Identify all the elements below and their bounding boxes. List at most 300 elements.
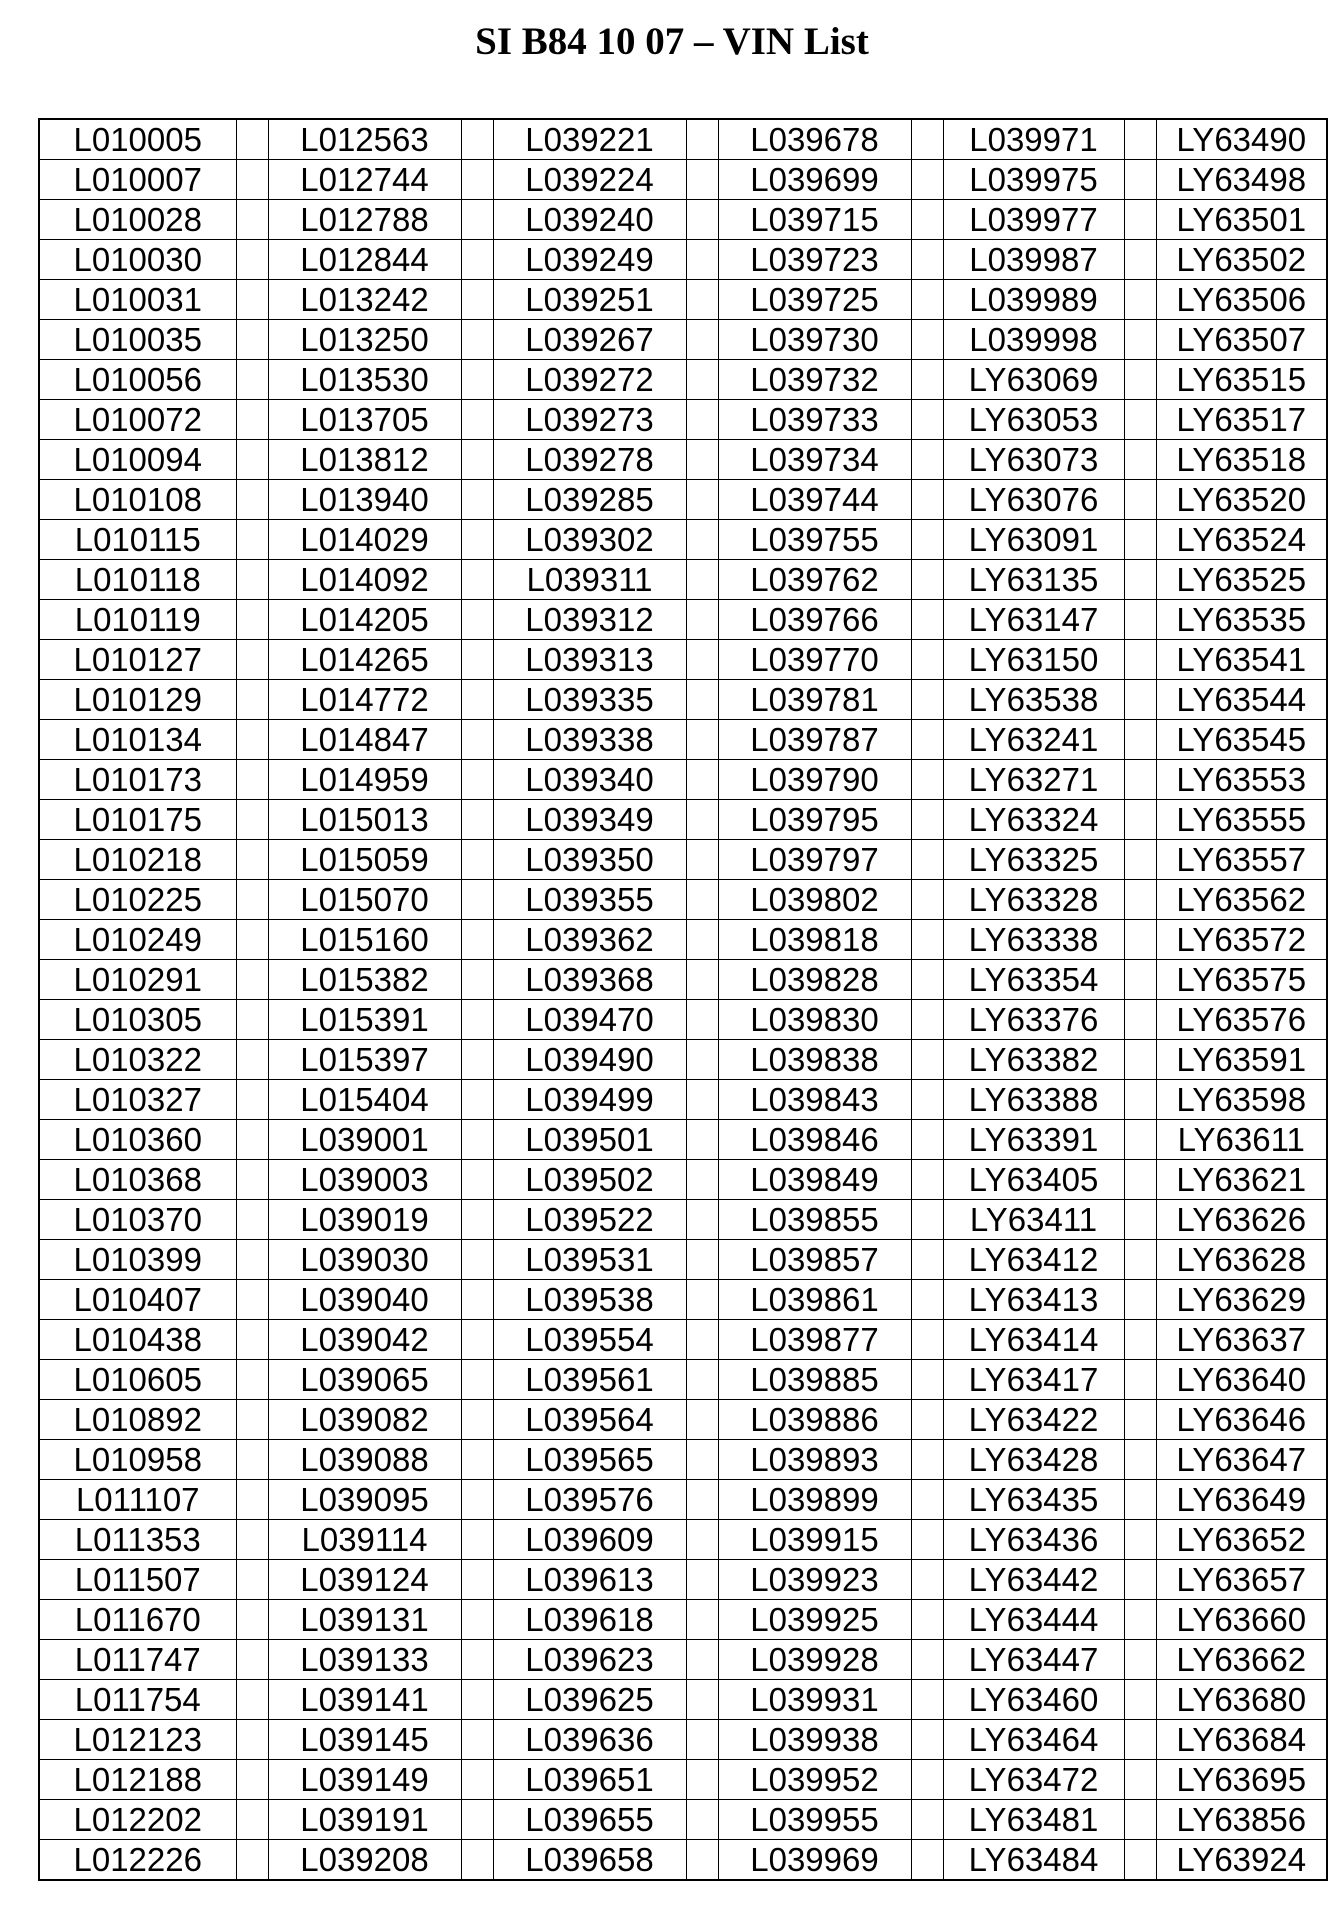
column-divider xyxy=(686,1400,718,1440)
vin-cell: LY63924 xyxy=(1156,1840,1327,1881)
vin-cell: L039971 xyxy=(943,119,1124,160)
column-divider xyxy=(1124,1760,1156,1800)
table-row xyxy=(39,1480,1327,1520)
vin-cell: LY63680 xyxy=(1156,1680,1327,1720)
table-row xyxy=(39,1600,1327,1640)
vin-cell: L039857 xyxy=(718,1240,911,1280)
column-divider xyxy=(461,1640,493,1680)
vin-cell: L010225 xyxy=(39,880,236,920)
column-divider xyxy=(911,200,943,240)
vin-cell: L039723 xyxy=(718,240,911,280)
column-divider xyxy=(686,1600,718,1640)
column-divider xyxy=(1124,640,1156,680)
vin-cell: L010072 xyxy=(39,400,236,440)
table-row xyxy=(39,760,1327,800)
column-divider xyxy=(461,760,493,800)
vin-cell: L039843 xyxy=(718,1080,911,1120)
vin-cell: LY63684 xyxy=(1156,1720,1327,1760)
vin-cell: LY63562 xyxy=(1156,880,1327,920)
vin-cell: L014847 xyxy=(268,720,461,760)
vin-cell: LY63591 xyxy=(1156,1040,1327,1080)
column-divider xyxy=(1124,840,1156,880)
column-divider xyxy=(1124,1560,1156,1600)
column-divider xyxy=(1124,1680,1156,1720)
column-divider xyxy=(686,1520,718,1560)
column-divider xyxy=(461,440,493,480)
table-row xyxy=(39,520,1327,560)
vin-cell: LY63436 xyxy=(943,1520,1124,1560)
vin-cell: LY63637 xyxy=(1156,1320,1327,1360)
column-divider xyxy=(911,680,943,720)
vin-cell: LY63652 xyxy=(1156,1520,1327,1560)
column-divider xyxy=(1124,1640,1156,1680)
column-divider xyxy=(686,1200,718,1240)
column-divider xyxy=(236,360,268,400)
column-divider xyxy=(1124,1120,1156,1160)
vin-cell: L039278 xyxy=(493,440,686,480)
column-divider xyxy=(686,200,718,240)
column-divider xyxy=(236,520,268,560)
column-divider xyxy=(686,1720,718,1760)
column-divider xyxy=(461,1200,493,1240)
column-divider xyxy=(686,119,718,160)
vin-cell: L039065 xyxy=(268,1360,461,1400)
vin-cell: L039088 xyxy=(268,1440,461,1480)
vin-cell: LY63414 xyxy=(943,1320,1124,1360)
vin-cell: L010007 xyxy=(39,160,236,200)
vin-cell: L010399 xyxy=(39,1240,236,1280)
vin-cell: L013812 xyxy=(268,440,461,480)
vin-cell: L039818 xyxy=(718,920,911,960)
table-row xyxy=(39,840,1327,880)
column-divider xyxy=(236,480,268,520)
column-divider xyxy=(461,1040,493,1080)
vin-cell: LY63464 xyxy=(943,1720,1124,1760)
vin-cell: L039042 xyxy=(268,1320,461,1360)
column-divider xyxy=(236,1480,268,1520)
column-divider xyxy=(686,720,718,760)
column-divider xyxy=(1124,1160,1156,1200)
column-divider xyxy=(1124,360,1156,400)
vin-cell: LY63338 xyxy=(943,920,1124,960)
column-divider xyxy=(686,320,718,360)
column-divider xyxy=(236,240,268,280)
vin-cell: L039490 xyxy=(493,1040,686,1080)
vin-cell: LY63535 xyxy=(1156,600,1327,640)
vin-cell: L039931 xyxy=(718,1680,911,1720)
column-divider xyxy=(461,1600,493,1640)
column-divider xyxy=(461,1160,493,1200)
vin-cell: L010028 xyxy=(39,200,236,240)
column-divider xyxy=(911,560,943,600)
vin-cell: L010370 xyxy=(39,1200,236,1240)
vin-cell: LY63657 xyxy=(1156,1560,1327,1600)
table-row xyxy=(39,1000,1327,1040)
vin-cell: LY63376 xyxy=(943,1000,1124,1040)
vin-cell: LY63053 xyxy=(943,400,1124,440)
vin-cell: L039899 xyxy=(718,1480,911,1520)
column-divider xyxy=(236,1000,268,1040)
column-divider xyxy=(686,1480,718,1520)
column-divider xyxy=(236,1640,268,1680)
vin-cell: L010360 xyxy=(39,1120,236,1160)
column-divider xyxy=(1124,600,1156,640)
vin-cell: L010958 xyxy=(39,1440,236,1480)
column-divider xyxy=(461,1120,493,1160)
vin-cell: LY63502 xyxy=(1156,240,1327,280)
column-divider xyxy=(236,840,268,880)
column-divider xyxy=(1124,1400,1156,1440)
column-divider xyxy=(1124,480,1156,520)
vin-cell: LY63422 xyxy=(943,1400,1124,1440)
vin-cell: LY63646 xyxy=(1156,1400,1327,1440)
vin-cell: L039678 xyxy=(718,119,911,160)
vin-cell: L039221 xyxy=(493,119,686,160)
vin-cell: L012563 xyxy=(268,119,461,160)
column-divider xyxy=(911,1720,943,1760)
table-row xyxy=(39,1760,1327,1800)
column-divider xyxy=(686,800,718,840)
table-row xyxy=(39,680,1327,720)
table-row xyxy=(39,1120,1327,1160)
vin-cell: L039770 xyxy=(718,640,911,680)
vin-cell: LY63412 xyxy=(943,1240,1124,1280)
vin-cell: L011507 xyxy=(39,1560,236,1600)
vin-cell: L010108 xyxy=(39,480,236,520)
vin-cell: L010056 xyxy=(39,360,236,400)
vin-cell: LY63417 xyxy=(943,1360,1124,1400)
column-divider xyxy=(1124,1240,1156,1280)
vin-cell: L039350 xyxy=(493,840,686,880)
column-divider xyxy=(686,1280,718,1320)
column-divider xyxy=(911,440,943,480)
column-divider xyxy=(461,480,493,520)
column-divider xyxy=(911,920,943,960)
vin-cell: LY63435 xyxy=(943,1480,1124,1520)
vin-cell: L039730 xyxy=(718,320,911,360)
column-divider xyxy=(911,1040,943,1080)
vin-cell: L011670 xyxy=(39,1600,236,1640)
column-divider xyxy=(236,960,268,1000)
column-divider xyxy=(1124,400,1156,440)
column-divider xyxy=(1124,720,1156,760)
table-row xyxy=(39,1200,1327,1240)
column-divider xyxy=(1124,680,1156,720)
vin-cell: LY63662 xyxy=(1156,1640,1327,1680)
vin-cell: LY63498 xyxy=(1156,160,1327,200)
column-divider xyxy=(1124,1440,1156,1480)
vin-cell: LY63076 xyxy=(943,480,1124,520)
column-divider xyxy=(911,1520,943,1560)
column-divider xyxy=(686,760,718,800)
vin-cell: LY63388 xyxy=(943,1080,1124,1120)
vin-cell: L039149 xyxy=(268,1760,461,1800)
column-divider xyxy=(1124,560,1156,600)
column-divider xyxy=(236,640,268,680)
column-divider xyxy=(911,1640,943,1680)
vin-cell: L039928 xyxy=(718,1640,911,1680)
vin-cell: L010305 xyxy=(39,1000,236,1040)
vin-cell: L039699 xyxy=(718,160,911,200)
vin-cell: LY63506 xyxy=(1156,280,1327,320)
vin-cell: LY63382 xyxy=(943,1040,1124,1080)
vin-cell: LY63501 xyxy=(1156,200,1327,240)
table-row xyxy=(39,1520,1327,1560)
vin-cell: LY63541 xyxy=(1156,640,1327,680)
vin-cell: L039625 xyxy=(493,1680,686,1720)
column-divider xyxy=(461,1720,493,1760)
vin-cell: L039311 xyxy=(493,560,686,600)
column-divider xyxy=(461,1800,493,1840)
vin-cell: L039732 xyxy=(718,360,911,400)
table-row xyxy=(39,160,1327,200)
vin-cell: LY63524 xyxy=(1156,520,1327,560)
vin-cell: L039925 xyxy=(718,1600,911,1640)
column-divider xyxy=(686,160,718,200)
vin-cell: L010249 xyxy=(39,920,236,960)
table-row xyxy=(39,600,1327,640)
column-divider xyxy=(461,600,493,640)
column-divider xyxy=(911,1160,943,1200)
column-divider xyxy=(461,360,493,400)
column-divider xyxy=(461,200,493,240)
vin-cell: L039564 xyxy=(493,1400,686,1440)
vin-cell: LY63241 xyxy=(943,720,1124,760)
vin-cell: L010031 xyxy=(39,280,236,320)
column-divider xyxy=(911,360,943,400)
table-row xyxy=(39,200,1327,240)
vin-cell: L039849 xyxy=(718,1160,911,1200)
column-divider xyxy=(236,1040,268,1080)
vin-cell: L010438 xyxy=(39,1320,236,1360)
column-divider xyxy=(911,280,943,320)
vin-cell: L039989 xyxy=(943,280,1124,320)
vin-cell: LY63626 xyxy=(1156,1200,1327,1240)
column-divider xyxy=(461,1280,493,1320)
vin-cell: L039272 xyxy=(493,360,686,400)
column-divider xyxy=(461,1080,493,1120)
vin-cell: L039623 xyxy=(493,1640,686,1680)
column-divider xyxy=(686,400,718,440)
column-divider xyxy=(686,440,718,480)
vin-cell: LY63515 xyxy=(1156,360,1327,400)
vin-cell: LY63660 xyxy=(1156,1600,1327,1640)
column-divider xyxy=(236,1600,268,1640)
vin-cell: L039998 xyxy=(943,320,1124,360)
column-divider xyxy=(1124,1720,1156,1760)
vin-cell: L039938 xyxy=(718,1720,911,1760)
vin-cell: L039208 xyxy=(268,1840,461,1881)
vin-cell: L039141 xyxy=(268,1680,461,1720)
column-divider xyxy=(1124,119,1156,160)
column-divider xyxy=(236,920,268,960)
table-row xyxy=(39,1080,1327,1120)
table-row xyxy=(39,1800,1327,1840)
vin-cell: L010892 xyxy=(39,1400,236,1440)
column-divider xyxy=(461,280,493,320)
vin-cell: L039285 xyxy=(493,480,686,520)
column-divider xyxy=(1124,200,1156,240)
vin-cell: L039725 xyxy=(718,280,911,320)
vin-cell: L010218 xyxy=(39,840,236,880)
vin-cell: L039522 xyxy=(493,1200,686,1240)
vin-cell: LY63545 xyxy=(1156,720,1327,760)
table-row xyxy=(39,1560,1327,1600)
column-divider xyxy=(686,1120,718,1160)
table-row xyxy=(39,960,1327,1000)
column-divider xyxy=(236,1280,268,1320)
vin-cell: L011107 xyxy=(39,1480,236,1520)
table-row xyxy=(39,1240,1327,1280)
vin-cell: L039987 xyxy=(943,240,1124,280)
vin-cell: L011754 xyxy=(39,1680,236,1720)
table-row xyxy=(39,800,1327,840)
vin-cell: L039766 xyxy=(718,600,911,640)
vin-cell: L013530 xyxy=(268,360,461,400)
column-divider xyxy=(686,1640,718,1680)
vin-cell: LY63628 xyxy=(1156,1240,1327,1280)
vin-cell: L015382 xyxy=(268,960,461,1000)
column-divider xyxy=(1124,760,1156,800)
column-divider xyxy=(686,560,718,600)
vin-cell: LY63553 xyxy=(1156,760,1327,800)
vin-cell: L039040 xyxy=(268,1280,461,1320)
column-divider xyxy=(911,760,943,800)
vin-cell: L039267 xyxy=(493,320,686,360)
column-divider xyxy=(686,840,718,880)
vin-cell: L014092 xyxy=(268,560,461,600)
vin-cell: L039019 xyxy=(268,1200,461,1240)
column-divider xyxy=(236,1720,268,1760)
column-divider xyxy=(911,160,943,200)
vin-cell: L039797 xyxy=(718,840,911,880)
table-row xyxy=(39,1440,1327,1480)
vin-cell: L039249 xyxy=(493,240,686,280)
column-divider xyxy=(461,1520,493,1560)
vin-cell: L039224 xyxy=(493,160,686,200)
column-divider xyxy=(461,240,493,280)
vin-cell: L039790 xyxy=(718,760,911,800)
vin-cell: L039618 xyxy=(493,1600,686,1640)
column-divider xyxy=(461,1360,493,1400)
column-divider xyxy=(461,1000,493,1040)
column-divider xyxy=(686,1680,718,1720)
column-divider xyxy=(236,1160,268,1200)
vin-cell: L039312 xyxy=(493,600,686,640)
table-row xyxy=(39,400,1327,440)
column-divider xyxy=(911,1760,943,1800)
vin-cell: L014029 xyxy=(268,520,461,560)
vin-cell: LY63442 xyxy=(943,1560,1124,1600)
table-row xyxy=(39,360,1327,400)
vin-cell: LY63069 xyxy=(943,360,1124,400)
vin-cell: LY63490 xyxy=(1156,119,1327,160)
column-divider xyxy=(911,1840,943,1881)
vin-cell: L014205 xyxy=(268,600,461,640)
vin-cell: L039191 xyxy=(268,1800,461,1840)
vin-cell: L010134 xyxy=(39,720,236,760)
column-divider xyxy=(911,400,943,440)
column-divider xyxy=(236,1120,268,1160)
table-row xyxy=(39,720,1327,760)
vin-cell: L039538 xyxy=(493,1280,686,1320)
vin-cell: L039975 xyxy=(943,160,1124,200)
vin-cell: LY63640 xyxy=(1156,1360,1327,1400)
vin-cell: LY63518 xyxy=(1156,440,1327,480)
table-row xyxy=(39,1280,1327,1320)
column-divider xyxy=(686,920,718,960)
table-row xyxy=(39,1640,1327,1680)
column-divider xyxy=(686,640,718,680)
vin-cell: L010368 xyxy=(39,1160,236,1200)
vin-cell: LY63525 xyxy=(1156,560,1327,600)
column-divider xyxy=(461,160,493,200)
vin-cell: L039001 xyxy=(268,1120,461,1160)
table-row xyxy=(39,1840,1327,1881)
column-divider xyxy=(1124,440,1156,480)
column-divider xyxy=(461,800,493,840)
column-divider xyxy=(686,680,718,720)
column-divider xyxy=(461,520,493,560)
column-divider xyxy=(911,1560,943,1600)
vin-cell: L039781 xyxy=(718,680,911,720)
column-divider xyxy=(686,1040,718,1080)
column-divider xyxy=(236,200,268,240)
column-divider xyxy=(911,480,943,520)
column-divider xyxy=(1124,1200,1156,1240)
vin-cell: L039787 xyxy=(718,720,911,760)
column-divider xyxy=(1124,1000,1156,1040)
column-divider xyxy=(911,1680,943,1720)
column-divider xyxy=(911,640,943,680)
table-row xyxy=(39,1360,1327,1400)
column-divider xyxy=(461,880,493,920)
column-divider xyxy=(686,1800,718,1840)
column-divider xyxy=(1124,1800,1156,1840)
vin-cell: L039133 xyxy=(268,1640,461,1680)
vin-cell: L039030 xyxy=(268,1240,461,1280)
column-divider xyxy=(911,1120,943,1160)
vin-cell: L039830 xyxy=(718,1000,911,1040)
vin-cell: L039499 xyxy=(493,1080,686,1120)
vin-cell: L015059 xyxy=(268,840,461,880)
vin-cell: LY63507 xyxy=(1156,320,1327,360)
vin-cell: L039877 xyxy=(718,1320,911,1360)
column-divider xyxy=(236,160,268,200)
column-divider xyxy=(911,720,943,760)
column-divider xyxy=(686,1760,718,1800)
vin-cell: L039952 xyxy=(718,1760,911,1800)
vin-cell: L039838 xyxy=(718,1040,911,1080)
column-divider xyxy=(686,240,718,280)
column-divider xyxy=(911,1280,943,1320)
vin-cell: LY63576 xyxy=(1156,1000,1327,1040)
column-divider xyxy=(1124,920,1156,960)
vin-cell: L039124 xyxy=(268,1560,461,1600)
column-divider xyxy=(461,1320,493,1360)
vin-cell: L010005 xyxy=(39,119,236,160)
vin-cell: L039828 xyxy=(718,960,911,1000)
column-divider xyxy=(686,480,718,520)
vin-cell: L039531 xyxy=(493,1240,686,1280)
vin-cell: L039969 xyxy=(718,1840,911,1881)
column-divider xyxy=(1124,520,1156,560)
vin-cell: L039955 xyxy=(718,1800,911,1840)
column-divider xyxy=(686,1080,718,1120)
vin-cell: LY63460 xyxy=(943,1680,1124,1720)
column-divider xyxy=(461,1560,493,1600)
vin-cell: LY63325 xyxy=(943,840,1124,880)
